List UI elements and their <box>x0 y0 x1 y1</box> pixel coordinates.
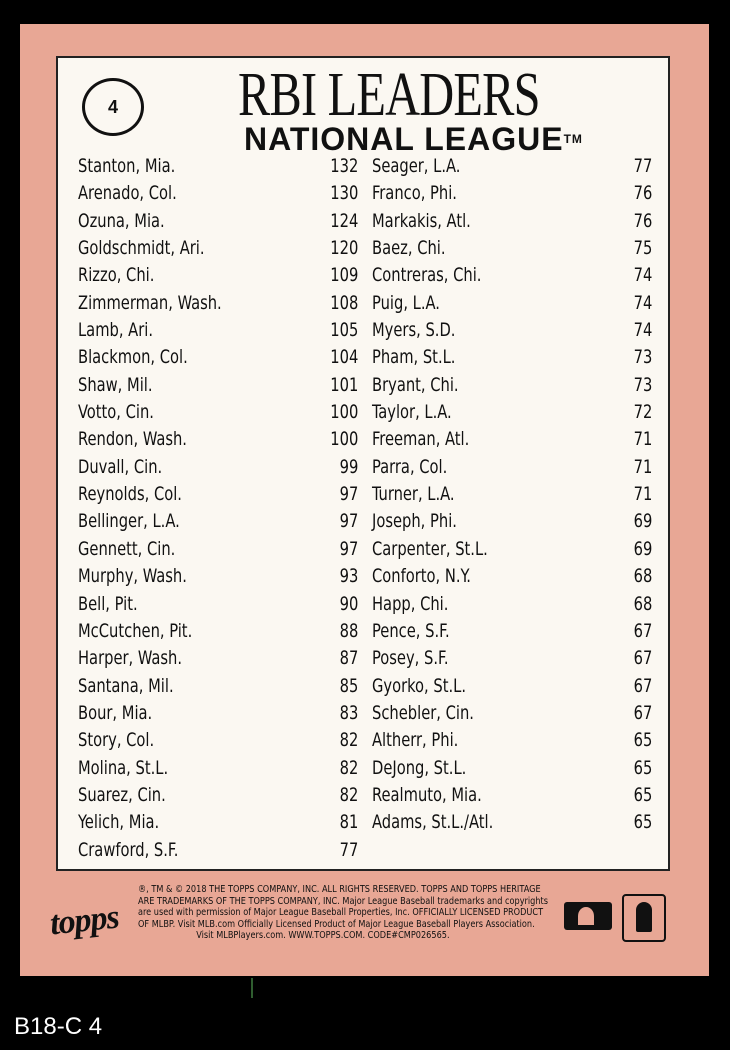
rbi-value: 73 <box>633 346 653 369</box>
rbi-value: 77 <box>339 838 359 861</box>
leader-row <box>372 399 652 426</box>
leader-row <box>78 837 358 864</box>
player-name: Freeman, Atl. <box>372 428 470 451</box>
player-name: Happ, Chi. <box>372 592 449 615</box>
player-name: DeJong, St.L. <box>372 756 467 779</box>
rbi-value: 104 <box>330 346 359 369</box>
leader-row <box>372 317 652 344</box>
rbi-value: 76 <box>633 209 653 232</box>
player-name: Yelich, Mia. <box>78 811 160 834</box>
rbi-value: 108 <box>330 291 359 314</box>
rbi-value: 83 <box>339 701 359 724</box>
leader-row <box>78 536 358 563</box>
leader-row <box>372 344 652 371</box>
player-name: Suarez, Cin. <box>78 783 166 806</box>
leader-row <box>78 563 358 590</box>
rbi-value: 65 <box>633 783 653 806</box>
stats-panel <box>56 56 670 871</box>
player-name: Duvall, Cin. <box>78 455 163 478</box>
player-name: Taylor, L.A. <box>372 401 452 424</box>
mlb-logo-icon <box>564 902 612 930</box>
player-name: Rizzo, Chi. <box>78 264 155 287</box>
player-name: Reynolds, Col. <box>78 483 182 506</box>
rbi-value: 105 <box>330 319 359 342</box>
rbi-value: 100 <box>330 428 359 451</box>
leader-row <box>372 782 652 809</box>
leader-row <box>372 536 652 563</box>
leader-row <box>372 481 652 508</box>
player-name: Story, Col. <box>78 729 155 752</box>
rbi-value: 74 <box>633 264 653 287</box>
rbi-value: 69 <box>633 537 653 560</box>
player-name: Carpenter, St.L. <box>372 537 488 560</box>
player-name: Votto, Cin. <box>78 401 154 424</box>
player-name: Molina, St.L. <box>78 756 169 779</box>
player-name: Posey, S.F. <box>372 647 449 670</box>
leader-row <box>78 755 358 782</box>
player-name: Altherr, Phi. <box>372 729 459 752</box>
player-name: Myers, S.D. <box>372 319 456 342</box>
leader-row <box>372 180 652 207</box>
player-name: Santana, Mil. <box>78 674 174 697</box>
leader-row <box>372 426 652 453</box>
topps-logo: topps <box>48 898 121 943</box>
rbi-value: 82 <box>339 756 359 779</box>
rbi-value: 67 <box>633 701 653 724</box>
leader-row <box>78 782 358 809</box>
player-name: Franco, Phi. <box>372 182 457 205</box>
leaders-left-column <box>78 153 358 864</box>
leader-row <box>78 344 358 371</box>
player-name: Seager, L.A. <box>372 155 461 177</box>
leader-row <box>372 618 652 645</box>
rbi-value: 69 <box>633 510 653 533</box>
leader-row <box>372 454 652 481</box>
player-name: Parra, Col. <box>372 455 448 478</box>
player-name: Puig, L.A. <box>372 291 440 314</box>
rbi-value: 109 <box>330 264 359 287</box>
rbi-value: 82 <box>339 729 359 752</box>
player-name: Schebler, Cin. <box>372 701 474 724</box>
player-name: Contreras, Chi. <box>372 264 482 287</box>
leader-row <box>372 508 652 535</box>
player-name: Turner, L.A. <box>372 483 455 506</box>
player-name: Baez, Chi. <box>372 237 446 260</box>
leader-row <box>372 591 652 618</box>
rbi-value: 67 <box>633 674 653 697</box>
rbi-value: 99 <box>339 455 359 478</box>
leader-row <box>78 809 358 836</box>
player-name: Crawford, S.F. <box>78 838 179 861</box>
leader-row <box>78 618 358 645</box>
leader-row <box>78 645 358 672</box>
leader-row <box>78 481 358 508</box>
leader-row <box>78 508 358 535</box>
player-name: Pham, St.L. <box>372 346 456 369</box>
rbi-value: 87 <box>339 647 359 670</box>
player-name: Conforto, N.Y. <box>372 565 471 588</box>
player-name: Ozuna, Mia. <box>78 209 165 232</box>
legal-line: ®, TM & © 2018 THE TOPPS COMPANY, INC. ALL RIGHTS RESERVED. TOPPS AND TOPPS HERITAGE <box>138 884 541 895</box>
leader-row <box>372 262 652 289</box>
rbi-value: 68 <box>633 565 653 588</box>
player-name: Lamb, Ari. <box>78 319 154 342</box>
player-name: Realmuto, Mia. <box>372 783 482 806</box>
player-name: McCutchen, Pit. <box>78 619 193 642</box>
leaders-right-column <box>372 153 652 837</box>
rbi-value: 67 <box>633 647 653 670</box>
rbi-value: 97 <box>339 510 359 533</box>
rbi-value: 74 <box>633 319 653 342</box>
leader-row <box>78 700 358 727</box>
leader-row <box>372 727 652 754</box>
rbi-value: 85 <box>339 674 359 697</box>
leader-row <box>78 399 358 426</box>
player-name: Murphy, Wash. <box>78 565 187 588</box>
player-name: Pence, S.F. <box>372 619 450 642</box>
rbi-value: 97 <box>339 483 359 506</box>
leader-row <box>78 208 358 235</box>
rbi-value: 101 <box>330 373 359 396</box>
player-name: Goldschmidt, Ari. <box>78 237 205 260</box>
rbi-value: 65 <box>633 756 653 779</box>
rbi-value: 76 <box>633 182 653 205</box>
leader-row <box>78 673 358 700</box>
player-name: Bellinger, L.A. <box>78 510 180 533</box>
player-name: Bell, Pit. <box>78 592 138 615</box>
rbi-value: 97 <box>339 537 359 560</box>
trademark-mark: TM <box>563 132 583 146</box>
legal-line: ARE TRADEMARKS OF THE TOPPS COMPANY, INC. Major League Baseball trademarks and copyrights <box>138 895 548 907</box>
rbi-value: 88 <box>339 619 359 642</box>
player-name: Blackmon, Col. <box>78 346 188 369</box>
rbi-value: 71 <box>633 428 653 451</box>
rbi-value: 65 <box>633 811 653 834</box>
rbi-value: 73 <box>633 373 653 396</box>
leader-row <box>372 153 652 180</box>
rbi-value: 74 <box>633 291 653 314</box>
subtitle-text: NATIONAL LEAGUE <box>244 121 564 157</box>
player-name: Zimmerman, Wash. <box>78 291 222 314</box>
rbi-value: 65 <box>633 729 653 752</box>
player-name: Markakis, Atl. <box>372 209 471 232</box>
player-name: Arenado, Col. <box>78 182 177 205</box>
leader-row <box>372 563 652 590</box>
player-name: Rendon, Wash. <box>78 428 187 451</box>
leader-row <box>78 290 358 317</box>
baseball-card-back <box>20 24 709 976</box>
leader-row <box>372 235 652 262</box>
leader-row <box>78 317 358 344</box>
leader-row <box>78 372 358 399</box>
leader-row <box>372 700 652 727</box>
leader-row <box>78 153 358 180</box>
legal-line: OF MLBP. Visit MLB.com Officially Licensed Product of Major League Baseball Players Association. <box>138 918 535 930</box>
rbi-value: 132 <box>330 155 359 177</box>
leader-row <box>372 809 652 836</box>
player-name: Harper, Wash. <box>78 647 183 670</box>
legal-line: Visit MLBPlayers.com. WWW.TOPPS.COM. CODE#CMP026565. <box>196 930 450 941</box>
rbi-value: 67 <box>633 619 653 642</box>
rbi-value: 68 <box>633 592 653 615</box>
leader-row <box>78 591 358 618</box>
rbi-value: 71 <box>633 455 653 478</box>
leader-row <box>78 180 358 207</box>
rbi-value: 75 <box>633 237 653 260</box>
card-subtitle <box>244 122 604 156</box>
rbi-value: 124 <box>330 209 359 232</box>
mlbpa-logo-icon <box>622 894 666 942</box>
leader-row <box>372 290 652 317</box>
player-name: Bour, Mia. <box>78 701 153 724</box>
rbi-value: 100 <box>330 401 359 424</box>
player-name: Joseph, Phi. <box>372 510 457 533</box>
legal-text <box>138 884 548 942</box>
player-name: Stanton, Mia. <box>78 155 176 177</box>
divider-mark <box>251 978 253 998</box>
player-name: Shaw, Mil. <box>78 373 153 396</box>
catalog-label: B18-C 4 <box>14 1013 103 1040</box>
leader-row <box>372 673 652 700</box>
leader-row <box>372 372 652 399</box>
legal-line: are used with permission of Major League Baseball Properties, Inc. OFFICIALLY LICENSED PRODUCT <box>138 907 544 918</box>
leader-row <box>78 454 358 481</box>
card-title: RBI LEADERS <box>238 61 540 129</box>
rbi-value: 77 <box>633 155 653 177</box>
leader-row <box>78 727 358 754</box>
rbi-value: 93 <box>339 565 359 588</box>
rbi-value: 81 <box>339 811 359 834</box>
rbi-value: 72 <box>633 401 653 424</box>
leader-row <box>78 235 358 262</box>
leader-row <box>372 755 652 782</box>
player-name: Gyorko, St.L. <box>372 674 466 697</box>
player-name: Bryant, Chi. <box>372 373 459 396</box>
rbi-value: 82 <box>339 783 359 806</box>
player-name: Gennett, Cin. <box>78 537 176 560</box>
rbi-value: 120 <box>330 237 359 260</box>
card-number-badge: 4 <box>82 78 144 136</box>
leader-row <box>372 208 652 235</box>
rbi-value: 130 <box>330 182 359 205</box>
rbi-value: 71 <box>633 483 653 506</box>
leader-row <box>372 645 652 672</box>
leader-row <box>78 426 358 453</box>
rbi-value: 90 <box>339 592 359 615</box>
player-name: Adams, St.L./Atl. <box>372 811 494 834</box>
leader-row <box>78 262 358 289</box>
